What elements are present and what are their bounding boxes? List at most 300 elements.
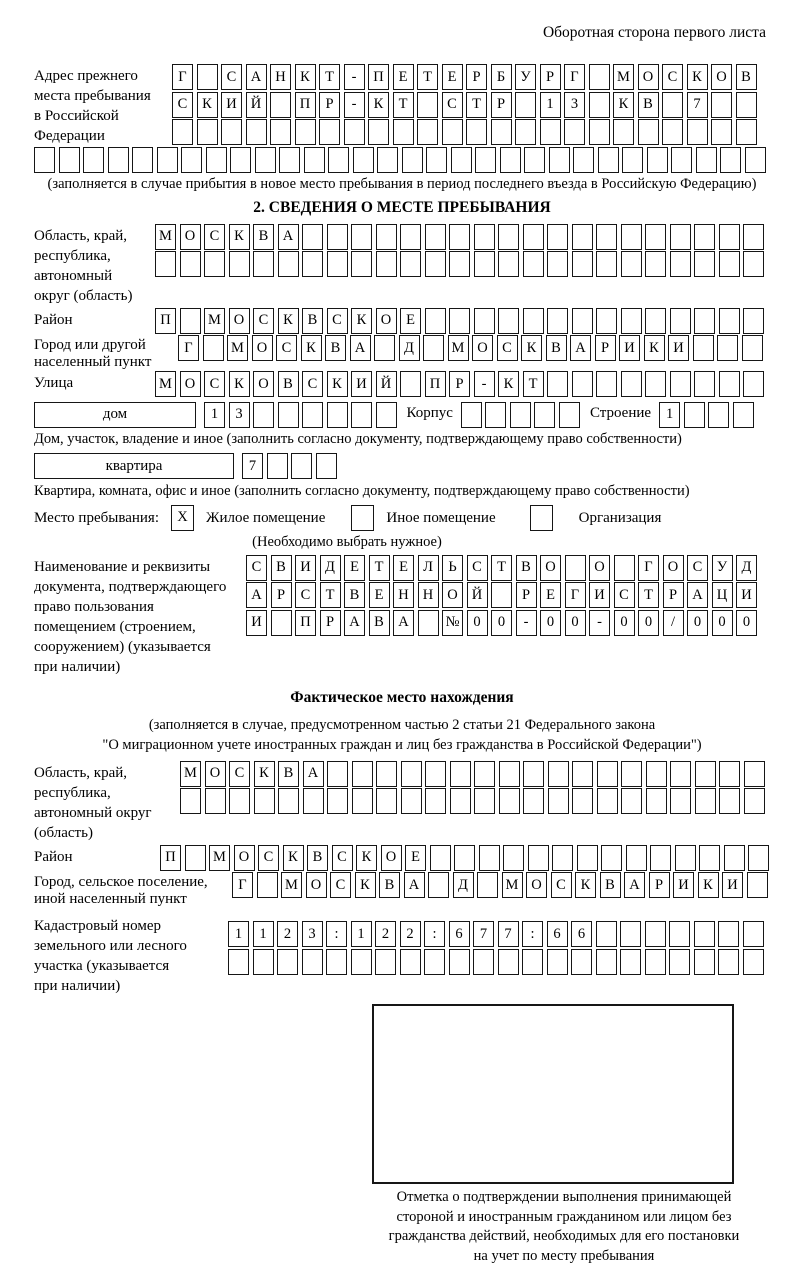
char-cell[interactable]: А bbox=[687, 582, 708, 608]
char-cell[interactable]: 7 bbox=[242, 453, 263, 479]
char-cell[interactable]: Е bbox=[400, 308, 421, 334]
char-cell[interactable] bbox=[621, 788, 642, 814]
char-cell[interactable] bbox=[180, 308, 201, 334]
char-cell[interactable]: С bbox=[172, 92, 193, 118]
char-cell[interactable] bbox=[474, 308, 495, 334]
char-cell[interactable]: Л bbox=[418, 555, 439, 581]
char-cell[interactable] bbox=[620, 921, 641, 947]
char-cell[interactable]: : bbox=[326, 921, 347, 947]
char-cell[interactable] bbox=[351, 224, 372, 250]
char-cell[interactable]: Т bbox=[319, 64, 340, 90]
char-cell[interactable]: 2 bbox=[400, 921, 421, 947]
char-cell[interactable] bbox=[277, 949, 298, 975]
char-cell[interactable]: А bbox=[246, 582, 267, 608]
char-cell[interactable] bbox=[155, 251, 176, 277]
char-cell[interactable] bbox=[253, 949, 274, 975]
char-cell[interactable] bbox=[669, 949, 690, 975]
char-cell[interactable]: С bbox=[330, 872, 351, 898]
char-cell[interactable] bbox=[743, 224, 764, 250]
char-cell[interactable]: И bbox=[589, 582, 610, 608]
char-cell[interactable]: 0 bbox=[565, 610, 586, 636]
char-cell[interactable] bbox=[515, 119, 536, 145]
char-cell[interactable]: К bbox=[355, 872, 376, 898]
char-cell[interactable] bbox=[523, 761, 544, 787]
char-cell[interactable]: К bbox=[254, 761, 275, 787]
char-cell[interactable] bbox=[572, 308, 593, 334]
char-cell[interactable]: Д bbox=[320, 555, 341, 581]
char-cell[interactable]: В bbox=[516, 555, 537, 581]
char-cell[interactable] bbox=[253, 251, 274, 277]
char-cell[interactable] bbox=[498, 308, 519, 334]
char-cell[interactable]: 3 bbox=[564, 92, 585, 118]
char-cell[interactable]: С bbox=[332, 845, 353, 871]
char-cell[interactable] bbox=[598, 147, 619, 173]
char-cell[interactable] bbox=[351, 251, 372, 277]
char-cell[interactable]: Д bbox=[399, 335, 420, 361]
char-cell[interactable] bbox=[327, 251, 348, 277]
char-cell[interactable] bbox=[295, 119, 316, 145]
char-cell[interactable] bbox=[515, 92, 536, 118]
char-cell[interactable]: И bbox=[668, 335, 689, 361]
char-cell[interactable] bbox=[589, 64, 610, 90]
char-cell[interactable]: С bbox=[253, 308, 274, 334]
char-cell[interactable] bbox=[257, 872, 278, 898]
char-cell[interactable] bbox=[522, 949, 543, 975]
char-cell[interactable] bbox=[596, 921, 617, 947]
char-cell[interactable] bbox=[499, 788, 520, 814]
char-cell[interactable] bbox=[491, 119, 512, 145]
char-cell[interactable] bbox=[351, 402, 372, 428]
char-cell[interactable] bbox=[540, 119, 561, 145]
char-cell[interactable] bbox=[477, 872, 498, 898]
char-cell[interactable]: 0 bbox=[614, 610, 635, 636]
char-cell[interactable]: О bbox=[180, 371, 201, 397]
char-cell[interactable] bbox=[449, 949, 470, 975]
char-cell[interactable]: Е bbox=[442, 64, 463, 90]
char-cell[interactable] bbox=[474, 224, 495, 250]
char-cell[interactable] bbox=[670, 371, 691, 397]
char-cell[interactable] bbox=[718, 949, 739, 975]
char-cell[interactable] bbox=[425, 308, 446, 334]
char-cell[interactable] bbox=[499, 761, 520, 787]
char-cell[interactable]: В bbox=[369, 610, 390, 636]
char-cell[interactable]: А bbox=[350, 335, 371, 361]
char-cell[interactable]: О bbox=[180, 224, 201, 250]
char-cell[interactable] bbox=[254, 788, 275, 814]
char-cell[interactable] bbox=[699, 845, 720, 871]
checkbox-inoe-pomeshchenie[interactable] bbox=[351, 505, 374, 531]
char-cell[interactable] bbox=[719, 761, 740, 787]
char-cell[interactable]: С bbox=[295, 582, 316, 608]
char-cell[interactable]: Р bbox=[466, 64, 487, 90]
char-cell[interactable] bbox=[662, 119, 683, 145]
char-cell[interactable]: К bbox=[368, 92, 389, 118]
char-cell[interactable]: Е bbox=[405, 845, 426, 871]
char-cell[interactable]: 0 bbox=[638, 610, 659, 636]
char-cell[interactable]: 3 bbox=[302, 921, 323, 947]
char-cell[interactable]: А bbox=[570, 335, 591, 361]
char-cell[interactable] bbox=[400, 949, 421, 975]
char-cell[interactable]: У bbox=[515, 64, 536, 90]
char-cell[interactable]: Г bbox=[232, 872, 253, 898]
char-cell[interactable]: Г bbox=[565, 582, 586, 608]
char-cell[interactable] bbox=[344, 119, 365, 145]
char-cell[interactable] bbox=[743, 371, 764, 397]
char-cell[interactable]: М bbox=[613, 64, 634, 90]
char-cell[interactable] bbox=[83, 147, 104, 173]
char-cell[interactable] bbox=[733, 402, 754, 428]
char-cell[interactable]: О bbox=[442, 582, 463, 608]
char-cell[interactable] bbox=[670, 224, 691, 250]
char-cell[interactable]: Е bbox=[393, 64, 414, 90]
char-cell[interactable]: В bbox=[379, 872, 400, 898]
char-cell[interactable]: К bbox=[295, 64, 316, 90]
char-cell[interactable]: А bbox=[624, 872, 645, 898]
char-cell[interactable] bbox=[573, 147, 594, 173]
char-cell[interactable]: И bbox=[246, 610, 267, 636]
char-cell[interactable]: 1 bbox=[540, 92, 561, 118]
char-cell[interactable]: К bbox=[521, 335, 542, 361]
char-cell[interactable]: К bbox=[229, 224, 250, 250]
char-cell[interactable] bbox=[430, 845, 451, 871]
char-cell[interactable] bbox=[523, 224, 544, 250]
char-cell[interactable]: К bbox=[351, 308, 372, 334]
char-cell[interactable] bbox=[278, 251, 299, 277]
char-cell[interactable]: О bbox=[711, 64, 732, 90]
char-cell[interactable]: П bbox=[425, 371, 446, 397]
char-cell[interactable]: С bbox=[302, 371, 323, 397]
char-cell[interactable]: С bbox=[467, 555, 488, 581]
char-cell[interactable] bbox=[645, 224, 666, 250]
char-cell[interactable]: В bbox=[307, 845, 328, 871]
char-cell[interactable] bbox=[547, 949, 568, 975]
char-cell[interactable] bbox=[670, 788, 691, 814]
char-cell[interactable] bbox=[401, 761, 422, 787]
char-cell[interactable]: П bbox=[295, 610, 316, 636]
char-cell[interactable] bbox=[744, 761, 765, 787]
char-cell[interactable]: О bbox=[229, 308, 250, 334]
char-cell[interactable] bbox=[271, 610, 292, 636]
char-cell[interactable] bbox=[621, 224, 642, 250]
char-cell[interactable]: 0 bbox=[712, 610, 733, 636]
char-cell[interactable] bbox=[402, 147, 423, 173]
char-cell[interactable] bbox=[270, 119, 291, 145]
char-cell[interactable] bbox=[450, 761, 471, 787]
char-cell[interactable]: В bbox=[271, 555, 292, 581]
char-cell[interactable] bbox=[547, 308, 568, 334]
char-cell[interactable]: Г bbox=[172, 64, 193, 90]
char-cell[interactable]: С bbox=[246, 555, 267, 581]
char-cell[interactable] bbox=[267, 453, 288, 479]
char-cell[interactable]: 0 bbox=[687, 610, 708, 636]
char-cell[interactable] bbox=[638, 119, 659, 145]
char-cell[interactable]: - bbox=[344, 64, 365, 90]
char-cell[interactable]: 0 bbox=[491, 610, 512, 636]
char-cell[interactable]: Т bbox=[466, 92, 487, 118]
char-cell[interactable]: Й bbox=[246, 92, 267, 118]
char-cell[interactable] bbox=[524, 147, 545, 173]
char-cell[interactable] bbox=[316, 453, 337, 479]
char-cell[interactable] bbox=[204, 251, 225, 277]
char-cell[interactable] bbox=[572, 251, 593, 277]
char-cell[interactable] bbox=[647, 147, 668, 173]
char-cell[interactable] bbox=[670, 251, 691, 277]
char-cell[interactable]: Т bbox=[393, 92, 414, 118]
char-cell[interactable]: К bbox=[229, 371, 250, 397]
char-cell[interactable] bbox=[645, 251, 666, 277]
char-cell[interactable]: 7 bbox=[473, 921, 494, 947]
char-cell[interactable]: : bbox=[424, 921, 445, 947]
char-cell[interactable]: Р bbox=[449, 371, 470, 397]
char-cell[interactable]: - bbox=[344, 92, 365, 118]
char-cell[interactable] bbox=[565, 555, 586, 581]
char-cell[interactable] bbox=[59, 147, 80, 173]
char-cell[interactable]: К bbox=[278, 308, 299, 334]
char-cell[interactable] bbox=[377, 147, 398, 173]
char-cell[interactable] bbox=[596, 949, 617, 975]
char-cell[interactable] bbox=[694, 921, 715, 947]
char-cell[interactable]: П bbox=[295, 92, 316, 118]
char-cell[interactable]: О bbox=[638, 64, 659, 90]
char-cell[interactable] bbox=[572, 761, 593, 787]
char-cell[interactable]: - bbox=[474, 371, 495, 397]
char-cell[interactable] bbox=[491, 582, 512, 608]
char-cell[interactable] bbox=[450, 788, 471, 814]
char-cell[interactable]: К bbox=[613, 92, 634, 118]
char-cell[interactable]: С bbox=[229, 761, 250, 787]
char-cell[interactable] bbox=[425, 224, 446, 250]
char-cell[interactable] bbox=[475, 147, 496, 173]
char-cell[interactable]: С bbox=[551, 872, 572, 898]
char-cell[interactable]: / bbox=[663, 610, 684, 636]
char-cell[interactable] bbox=[662, 92, 683, 118]
char-cell[interactable]: М bbox=[155, 371, 176, 397]
char-cell[interactable]: М bbox=[227, 335, 248, 361]
char-cell[interactable] bbox=[534, 402, 555, 428]
char-cell[interactable] bbox=[711, 92, 732, 118]
char-cell[interactable] bbox=[572, 371, 593, 397]
char-cell[interactable] bbox=[564, 119, 585, 145]
char-cell[interactable] bbox=[246, 119, 267, 145]
char-cell[interactable] bbox=[376, 788, 397, 814]
char-cell[interactable] bbox=[375, 949, 396, 975]
char-cell[interactable] bbox=[572, 788, 593, 814]
char-cell[interactable]: О bbox=[540, 555, 561, 581]
char-cell[interactable]: 7 bbox=[687, 92, 708, 118]
char-cell[interactable]: Г bbox=[564, 64, 585, 90]
char-cell[interactable] bbox=[743, 308, 764, 334]
char-cell[interactable]: В bbox=[325, 335, 346, 361]
char-cell[interactable]: К bbox=[575, 872, 596, 898]
char-cell[interactable] bbox=[351, 949, 372, 975]
char-cell[interactable]: 1 bbox=[351, 921, 372, 947]
char-cell[interactable] bbox=[328, 147, 349, 173]
char-cell[interactable]: Р bbox=[319, 92, 340, 118]
char-cell[interactable] bbox=[503, 845, 524, 871]
char-cell[interactable] bbox=[675, 845, 696, 871]
char-cell[interactable] bbox=[620, 949, 641, 975]
char-cell[interactable] bbox=[157, 147, 178, 173]
char-cell[interactable] bbox=[108, 147, 129, 173]
char-cell[interactable] bbox=[626, 845, 647, 871]
char-cell[interactable]: В bbox=[546, 335, 567, 361]
char-cell[interactable]: Д bbox=[736, 555, 757, 581]
char-cell[interactable] bbox=[552, 845, 573, 871]
char-cell[interactable] bbox=[559, 402, 580, 428]
char-cell[interactable] bbox=[736, 92, 757, 118]
char-cell[interactable] bbox=[180, 251, 201, 277]
char-cell[interactable] bbox=[510, 402, 531, 428]
char-cell[interactable] bbox=[547, 371, 568, 397]
char-cell[interactable] bbox=[479, 845, 500, 871]
char-cell[interactable]: Р bbox=[663, 582, 684, 608]
char-cell[interactable] bbox=[719, 788, 740, 814]
char-cell[interactable] bbox=[687, 119, 708, 145]
char-cell[interactable] bbox=[596, 224, 617, 250]
char-cell[interactable] bbox=[547, 251, 568, 277]
char-cell[interactable] bbox=[424, 949, 445, 975]
char-cell[interactable]: В bbox=[736, 64, 757, 90]
char-cell[interactable] bbox=[474, 788, 495, 814]
char-cell[interactable]: К bbox=[327, 371, 348, 397]
char-cell[interactable] bbox=[172, 119, 193, 145]
char-cell[interactable] bbox=[132, 147, 153, 173]
char-cell[interactable] bbox=[425, 761, 446, 787]
char-cell[interactable] bbox=[621, 761, 642, 787]
char-cell[interactable]: 0 bbox=[736, 610, 757, 636]
char-cell[interactable] bbox=[745, 147, 766, 173]
char-cell[interactable] bbox=[523, 788, 544, 814]
char-cell[interactable] bbox=[279, 147, 300, 173]
char-cell[interactable] bbox=[523, 251, 544, 277]
char-cell[interactable] bbox=[454, 845, 475, 871]
char-cell[interactable] bbox=[684, 402, 705, 428]
char-cell[interactable]: О bbox=[526, 872, 547, 898]
char-cell[interactable]: Т bbox=[369, 555, 390, 581]
char-cell[interactable] bbox=[719, 224, 740, 250]
checkbox-zhiloe-pomeshchenie[interactable]: X bbox=[171, 505, 194, 531]
char-cell[interactable]: В bbox=[253, 224, 274, 250]
char-cell[interactable] bbox=[693, 335, 714, 361]
char-cell[interactable]: С bbox=[442, 92, 463, 118]
char-cell[interactable] bbox=[742, 335, 763, 361]
char-cell[interactable] bbox=[548, 761, 569, 787]
char-cell[interactable]: М bbox=[448, 335, 469, 361]
char-cell[interactable]: А bbox=[393, 610, 414, 636]
char-cell[interactable] bbox=[711, 119, 732, 145]
char-cell[interactable] bbox=[473, 949, 494, 975]
char-cell[interactable] bbox=[181, 147, 202, 173]
char-cell[interactable] bbox=[549, 147, 570, 173]
char-cell[interactable] bbox=[302, 402, 323, 428]
char-cell[interactable] bbox=[425, 788, 446, 814]
char-cell[interactable] bbox=[253, 402, 274, 428]
char-cell[interactable] bbox=[720, 147, 741, 173]
char-cell[interactable]: 0 bbox=[467, 610, 488, 636]
char-cell[interactable]: В bbox=[278, 371, 299, 397]
char-cell[interactable]: О bbox=[253, 371, 274, 397]
char-cell[interactable]: 1 bbox=[659, 402, 680, 428]
char-cell[interactable]: : bbox=[522, 921, 543, 947]
char-cell[interactable] bbox=[601, 845, 622, 871]
char-cell[interactable]: Т bbox=[320, 582, 341, 608]
char-cell[interactable] bbox=[694, 949, 715, 975]
char-cell[interactable] bbox=[744, 788, 765, 814]
char-cell[interactable]: Н bbox=[418, 582, 439, 608]
char-cell[interactable] bbox=[461, 402, 482, 428]
char-cell[interactable]: К bbox=[283, 845, 304, 871]
char-cell[interactable] bbox=[302, 949, 323, 975]
char-cell[interactable] bbox=[326, 949, 347, 975]
char-cell[interactable] bbox=[571, 949, 592, 975]
char-cell[interactable]: Р bbox=[649, 872, 670, 898]
char-cell[interactable]: - bbox=[589, 610, 610, 636]
char-cell[interactable] bbox=[528, 845, 549, 871]
char-cell[interactable] bbox=[352, 761, 373, 787]
char-cell[interactable] bbox=[368, 119, 389, 145]
char-cell[interactable] bbox=[589, 92, 610, 118]
char-cell[interactable] bbox=[327, 224, 348, 250]
char-cell[interactable] bbox=[719, 251, 740, 277]
char-cell[interactable]: Т bbox=[523, 371, 544, 397]
char-cell[interactable]: В bbox=[302, 308, 323, 334]
char-cell[interactable]: С bbox=[327, 308, 348, 334]
char-cell[interactable] bbox=[650, 845, 671, 871]
char-cell[interactable] bbox=[180, 788, 201, 814]
char-cell[interactable] bbox=[694, 308, 715, 334]
char-cell[interactable]: О bbox=[376, 308, 397, 334]
char-cell[interactable] bbox=[197, 119, 218, 145]
char-cell[interactable]: В bbox=[638, 92, 659, 118]
char-cell[interactable] bbox=[597, 761, 618, 787]
char-cell[interactable] bbox=[596, 308, 617, 334]
char-cell[interactable] bbox=[278, 788, 299, 814]
char-cell[interactable]: П bbox=[368, 64, 389, 90]
char-cell[interactable] bbox=[353, 147, 374, 173]
char-cell[interactable]: Г bbox=[178, 335, 199, 361]
char-cell[interactable]: М bbox=[155, 224, 176, 250]
char-cell[interactable]: Е bbox=[540, 582, 561, 608]
char-cell[interactable] bbox=[645, 949, 666, 975]
char-cell[interactable] bbox=[229, 251, 250, 277]
char-cell[interactable]: П bbox=[160, 845, 181, 871]
char-cell[interactable]: Г bbox=[638, 555, 659, 581]
char-cell[interactable]: 6 bbox=[449, 921, 470, 947]
char-cell[interactable] bbox=[451, 147, 472, 173]
char-cell[interactable] bbox=[645, 371, 666, 397]
char-cell[interactable]: С bbox=[497, 335, 518, 361]
char-cell[interactable] bbox=[596, 251, 617, 277]
char-cell[interactable] bbox=[203, 335, 224, 361]
char-cell[interactable] bbox=[719, 308, 740, 334]
char-cell[interactable] bbox=[645, 308, 666, 334]
char-cell[interactable] bbox=[466, 119, 487, 145]
char-cell[interactable] bbox=[417, 92, 438, 118]
char-cell[interactable]: И bbox=[619, 335, 640, 361]
char-cell[interactable]: 6 bbox=[571, 921, 592, 947]
char-cell[interactable] bbox=[302, 224, 323, 250]
char-cell[interactable] bbox=[500, 147, 521, 173]
char-cell[interactable] bbox=[498, 949, 519, 975]
char-cell[interactable]: С bbox=[258, 845, 279, 871]
char-cell[interactable] bbox=[743, 949, 764, 975]
char-cell[interactable]: А bbox=[246, 64, 267, 90]
char-cell[interactable] bbox=[645, 921, 666, 947]
char-cell[interactable]: Р bbox=[320, 610, 341, 636]
char-cell[interactable]: К bbox=[356, 845, 377, 871]
char-cell[interactable]: О bbox=[306, 872, 327, 898]
char-cell[interactable] bbox=[327, 788, 348, 814]
